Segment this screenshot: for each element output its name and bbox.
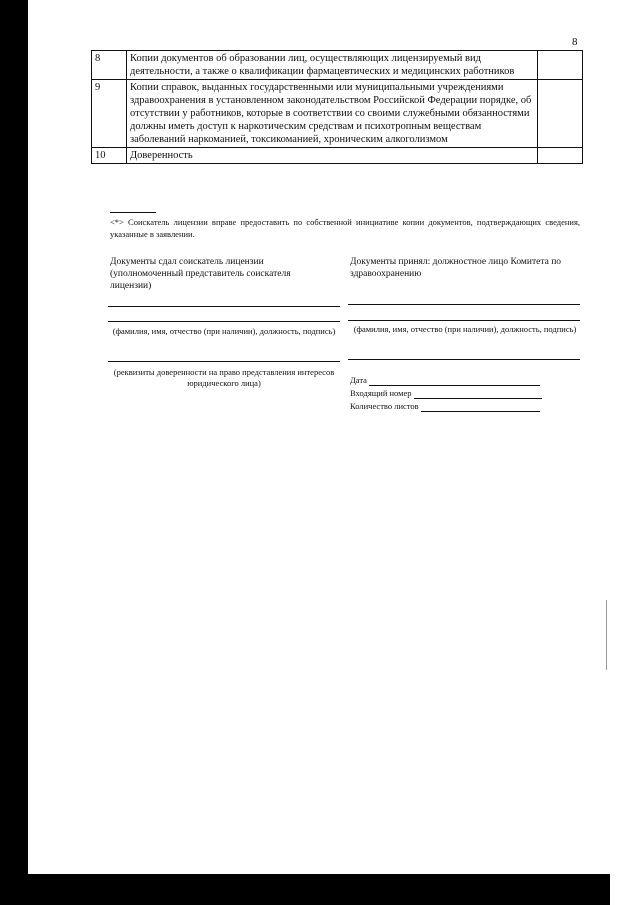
receiver-signature-line	[348, 320, 580, 321]
date-input-line[interactable]	[369, 376, 540, 386]
table-row	[92, 80, 583, 148]
date-label: Дата	[350, 375, 367, 385]
row-number: 9	[92, 80, 127, 148]
receiver-signature-caption: (фамилия, имя, отчество (при наличии), должность, подпись)	[353, 324, 577, 334]
scan-edge-mark	[606, 600, 607, 670]
receiver-extra-line	[348, 359, 580, 360]
row-check-cell	[538, 80, 583, 148]
incoming-number-field[interactable]	[350, 388, 542, 399]
receiver-name-line	[348, 304, 580, 305]
table-row	[92, 148, 583, 164]
scan-left-border	[0, 0, 28, 905]
row-check-cell	[538, 51, 583, 80]
row-number: 8	[92, 51, 127, 80]
sheet-count-label: Количество листов	[350, 401, 419, 411]
submitter-signature-line	[108, 321, 340, 322]
submitter-heading: Документы сдал соискатель лицензии (уполномоченный представитель соискателя лицензии)	[110, 257, 291, 291]
row-text: Доверенность	[127, 148, 538, 164]
documents-table	[91, 50, 583, 164]
power-of-attorney-caption: (реквизиты доверенности на право представления интересов юридического лица)	[113, 367, 335, 388]
submitter-name-line	[108, 306, 340, 307]
row-text: Копии документов об образовании лиц, осуществляющих лицензируемый вид деятельности, а также о квалификации фармацевтических и медицинских работников	[127, 51, 538, 80]
submitter-signature-caption: (фамилия, имя, отчество (при наличии), должность, подпись)	[112, 326, 336, 336]
row-check-cell	[538, 148, 583, 164]
page-number: 8	[572, 36, 578, 48]
row-text: Копии справок, выданных государственными или муниципальными учреждениями здравоохранения в установленном законодательством Российской Федерации порядке, об отсутствии у работников, которые в соответствии со своими служебными обязанностями должны иметь доступ к наркотическим средствам и психотропным веществам заболеваний наркоманией, токсикоманией, хроническим алкоголизмом	[127, 80, 538, 148]
row-number: 10	[92, 148, 127, 164]
date-field[interactable]	[350, 375, 540, 386]
sheet-count-field[interactable]	[350, 401, 540, 412]
incoming-number-input-line[interactable]	[414, 389, 542, 399]
sheet-count-input-line[interactable]	[421, 402, 540, 412]
footnote: <*> Соискатель лицензии вправе предоставить по собственной инициативе копии документов, подтверждающих сведения, указанные в заявлении.	[110, 217, 580, 239]
receiver-heading: Документы принял: должностное лицо Комитета по здравоохранению	[350, 257, 562, 279]
scan-bottom-border	[0, 874, 610, 905]
footnote-separator	[110, 212, 156, 213]
power-of-attorney-line	[108, 361, 340, 362]
incoming-number-label: Входящий номер	[350, 388, 412, 398]
table-row	[92, 51, 583, 80]
